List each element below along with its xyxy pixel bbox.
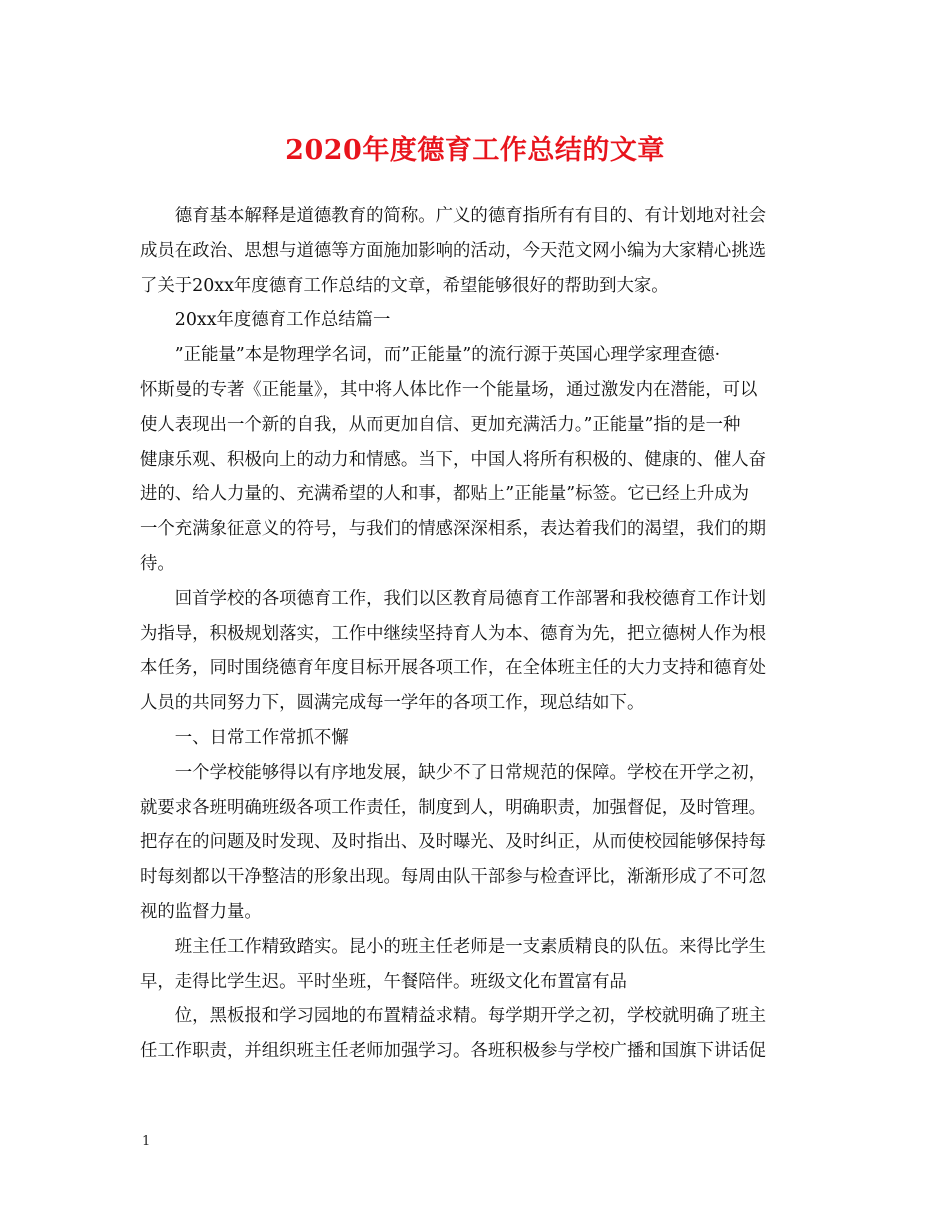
body-line: 人员的共同努力下，圆满完成每一学年的各项工作，现总结如下。 (140, 693, 645, 714)
body-line: 时每刻都以干净整洁的形象出现。每周由队干部参与检查评比，渐渐形成了不可忽 (140, 867, 767, 888)
body-line: 为指导，积极规划落实，工作中继续坚持育人为本、德育为先，把立德树人作为根 (140, 623, 767, 644)
body-line: 怀斯曼的专著《正能量》，其中将人体比作一个能量场，通过激发内在潜能，可以 (140, 380, 758, 400)
body-line: 位，黑板报和学习园地的布置精益求精。每学期开学之初，学校就明确了班主 (140, 1006, 767, 1027)
page-number: 1 (142, 1134, 151, 1149)
body-line: 一个学校能够得以有序地发展，缺少不了日常规范的保障。学校在开学之初， (140, 762, 767, 783)
body-line: 一、日常工作常抓不懈 (140, 728, 349, 748)
body-line: 德育基本解释是道德教育的简称。广义的德育指所有有目的、有计划地对社会 (140, 206, 767, 226)
body-line: 一个充满象征意义的符号，与我们的情感深深相系，表达着我们的渴望，我们的期 (140, 519, 767, 540)
body-line: 回首学校的各项德育工作，我们以区教育局德育工作部署和我校德育工作计划 (140, 588, 767, 609)
document-title: 2020年度德育工作总结的文章 (285, 135, 665, 166)
body-line: 了关于20xx年度德育工作总结的文章，希望能够很好的帮助到大家。 (140, 275, 669, 296)
body-line: 健康乐观、积极向上的动力和情感。当下，中国人将所有积极的、健康的、催人奋 (140, 449, 767, 470)
body-line: 任工作职责，并组织班主任老师加强学习。各班积极参与学校广播和国旗下讲话促 (140, 1041, 767, 1062)
body-line: 本任务，同时围绕德育年度目标开展各项工作，在全体班主任的大力支持和德育处 (140, 658, 767, 679)
body-line: 进的、给人力量的、充满希望的人和事，都贴上”正能量”标签。它已经上升成为 (140, 484, 750, 505)
body-line: 就要求各班明确班级各项工作责任，制度到人，明确职责，加强督促，及时管理。 (140, 797, 767, 818)
body-line: ”正能量”本是物理学名词，而”正能量”的流行源于英国心理学家理查德· (140, 345, 721, 366)
body-line: 使人表现出一个新的自我，从而更加自信、更加充满活力。”正能量”指的是一种 (140, 414, 741, 435)
body-line: 成员在政治、思想与道德等方面施加影响的活动，今天范文网小编为大家精心挑选 (140, 240, 767, 261)
body-line: 视的监督力量。 (140, 902, 262, 922)
body-line: 待。 (140, 554, 175, 574)
body-line: 班主任工作精致踏实。昆小的班主任老师是一支素质精良的队伍。来得比学生 (140, 936, 767, 957)
body-line: 把存在的问题及时发现、及时指出、及时曝光、及时纠正，从而使校园能够保持每 (140, 832, 767, 853)
body-line: 20xx年度德育工作总结篇一 (140, 310, 391, 331)
body-line: 早，走得比学生迟。平时坐班，午餐陪伴。班级文化布置富有品 (140, 971, 627, 992)
